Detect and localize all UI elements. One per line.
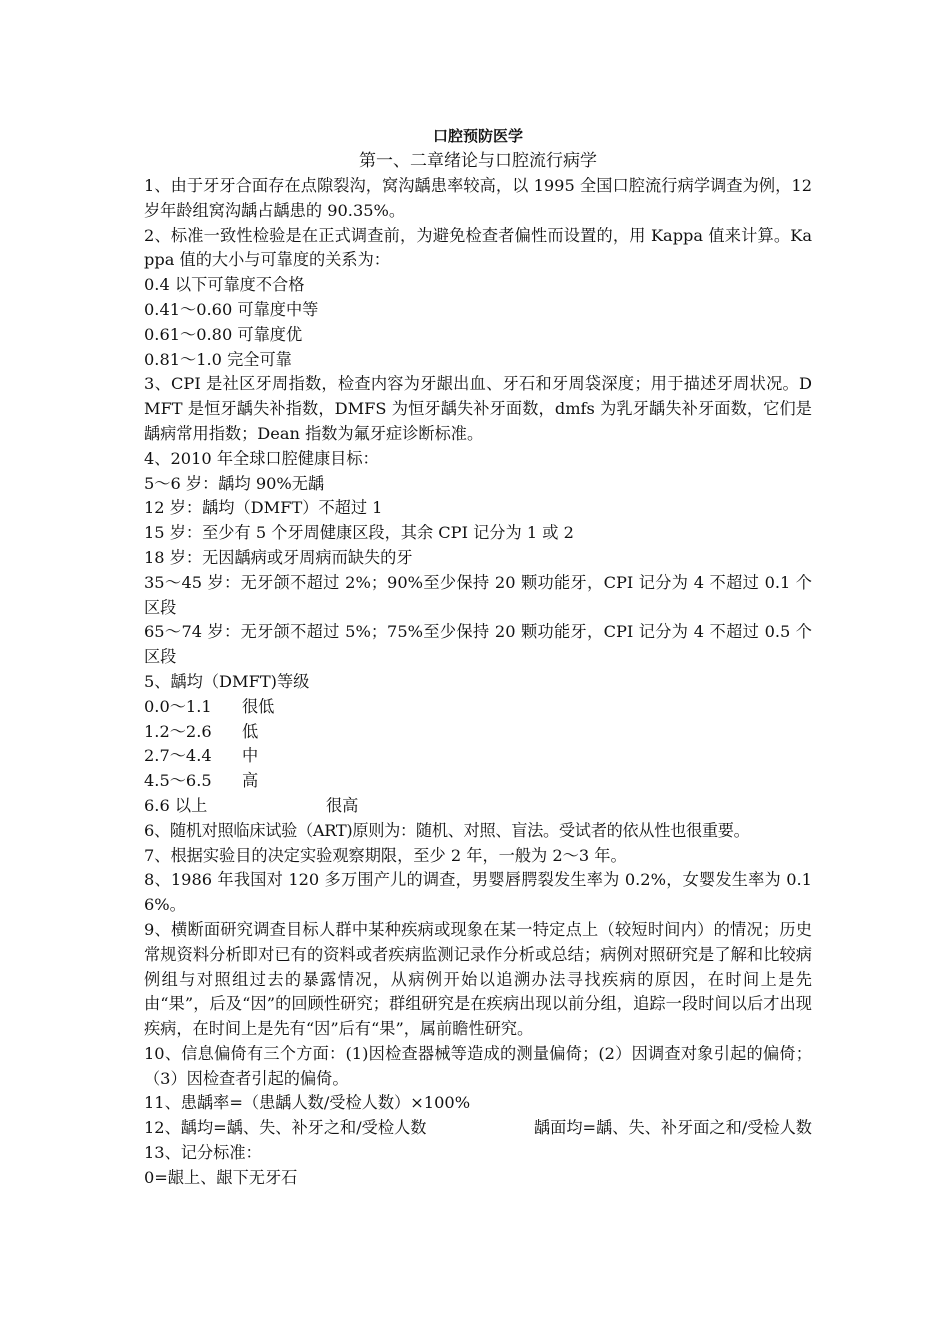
paragraph-1: 1、由于牙牙合面存在点隙裂沟，窝沟龋患率较高，以 1995 全国口腔流行病学调查为例，12 岁年龄组窝沟龋占龋患的 90.35%。 [144,176,812,220]
grade-range: 1.2～2.6 [144,721,212,741]
grade-level: 高 [242,771,259,791]
surface-mean-formula: 龋面均=龋、失、补牙面之和/受检人数 [533,1118,812,1138]
goal-item: 15 岁：至少有 5 个牙周健康区段，其余 CPI 记分为 1 或 2 [144,523,574,543]
grade-row [144,720,812,745]
grade-level: 中 [242,746,259,766]
chapter-heading: 第一、二章绪论与口腔流行病学 [359,151,597,171]
grade-level: 很高 [326,795,359,815]
document-title: 口腔预防医学 [432,127,523,145]
paragraph-5: 5、龋均（DMFT)等级 [144,671,310,691]
kappa-item: 0.4 以下可靠度不合格 [144,275,305,295]
caries-mean-formula: 12、龋均=龋、失、补牙之和/受检人数 [144,1118,427,1138]
grade-level: 很低 [242,696,275,716]
grade-range: 2.7～4.4 [144,746,212,766]
kappa-item: 0.61～0.80 可靠度优 [144,324,303,344]
paragraph-13: 13、记分标准： [144,1143,262,1163]
grade-row [144,695,812,720]
grade-level: 低 [242,721,259,741]
grade-row [144,744,812,769]
paragraph-14: 0=龈上、龈下无牙石 [144,1167,298,1187]
paragraph-7: 7、根据实验目的决定实验观察期限，至少 2 年，一般为 2～3 年。 [144,845,627,865]
paragraph-10: 10、信息偏倚有三个方面：(1)因检查器械等造成的测量偏倚；(2）因调查对象引起的偏倚；（3）因检查者引起的偏倚。 [144,1043,812,1088]
paragraph-11: 11、患龋率=（患龋人数/受检人数）×100% [144,1093,471,1113]
grade-row [144,769,812,794]
paragraph-4: 4、2010 年全球口腔健康目标： [144,448,379,468]
paragraph-2: 2、标准一致性检验是在正式调查前，为避免检查者偏性而设置的，用 Kappa 值来计算。Kappa 值的大小与可靠度的关系为： [144,225,812,270]
goal-item: 12 岁：龋均（DMFT）不超过 1 [144,498,383,518]
paragraph-12 [144,1116,812,1141]
kappa-item: 0.81～1.0 完全可靠 [144,349,292,369]
paragraph-6: 6、随机对照临床试验（ART)原则为：随机、对照、盲法。受试者的依从性也很重要。 [144,820,750,840]
goal-item: 5～6 岁：龋均 90%无龋 [144,473,325,493]
goal-item: 18 岁：无因龋病或牙周病而缺失的牙 [144,547,413,567]
kappa-item: 0.41～0.60 可靠度中等 [144,299,319,319]
paragraph-8: 8、1986 年我国对 120 多万围产儿的调查，男婴唇腭裂发生率为 0.2%，女婴发生率为 0.16%。 [144,870,812,915]
grade-row [144,794,812,819]
goal-item: 35～45 岁：无牙颌不超过 2%；90%至少保持 20 颗功能牙，CPI 记分为 4 不超过 0.1 个区段 [144,572,812,617]
grade-range: 6.6 以上 [144,795,208,815]
grade-range: 4.5～6.5 [144,771,212,791]
paragraph-3: 3、CPI 是社区牙周指数，检查内容为牙龈出血、牙石和牙周袋深度；用于描述牙周状况。DMFT 是恒牙龋失补指数，DMFS 为恒牙龋失补牙面数，dmfs 为乳牙龋失补牙面数，它们是龋病常用指数；Dean 指数为氟牙症诊断标准。 [144,374,812,443]
goal-item: 65～74 岁：无牙颌不超过 5%；75%至少保持 20 颗功能牙，CPI 记分为 4 不超过 0.5 个区段 [144,622,812,667]
grade-range: 0.0～1.1 [144,696,212,716]
document-body [144,124,812,1191]
paragraph-9: 9、横断面研究调查目标人群中某种疾病或现象在某一特定点上（较短时间内）的情况；历史常规资料分析即对已有的资料或者疾病监测记录作分析或总结；病例对照研究是了解和比较病例组与对照组过去的暴露情况，从病例开始以追溯办法寻找疾病的原因，在时间上是先由“果”，后及“因”的回顾性研究；群组研究是在疾病出现以前分组，追踪一段时间以后才出现疾病，在时间上是先有“因”后有“果”，属前瞻性研究。 [144,919,812,1039]
